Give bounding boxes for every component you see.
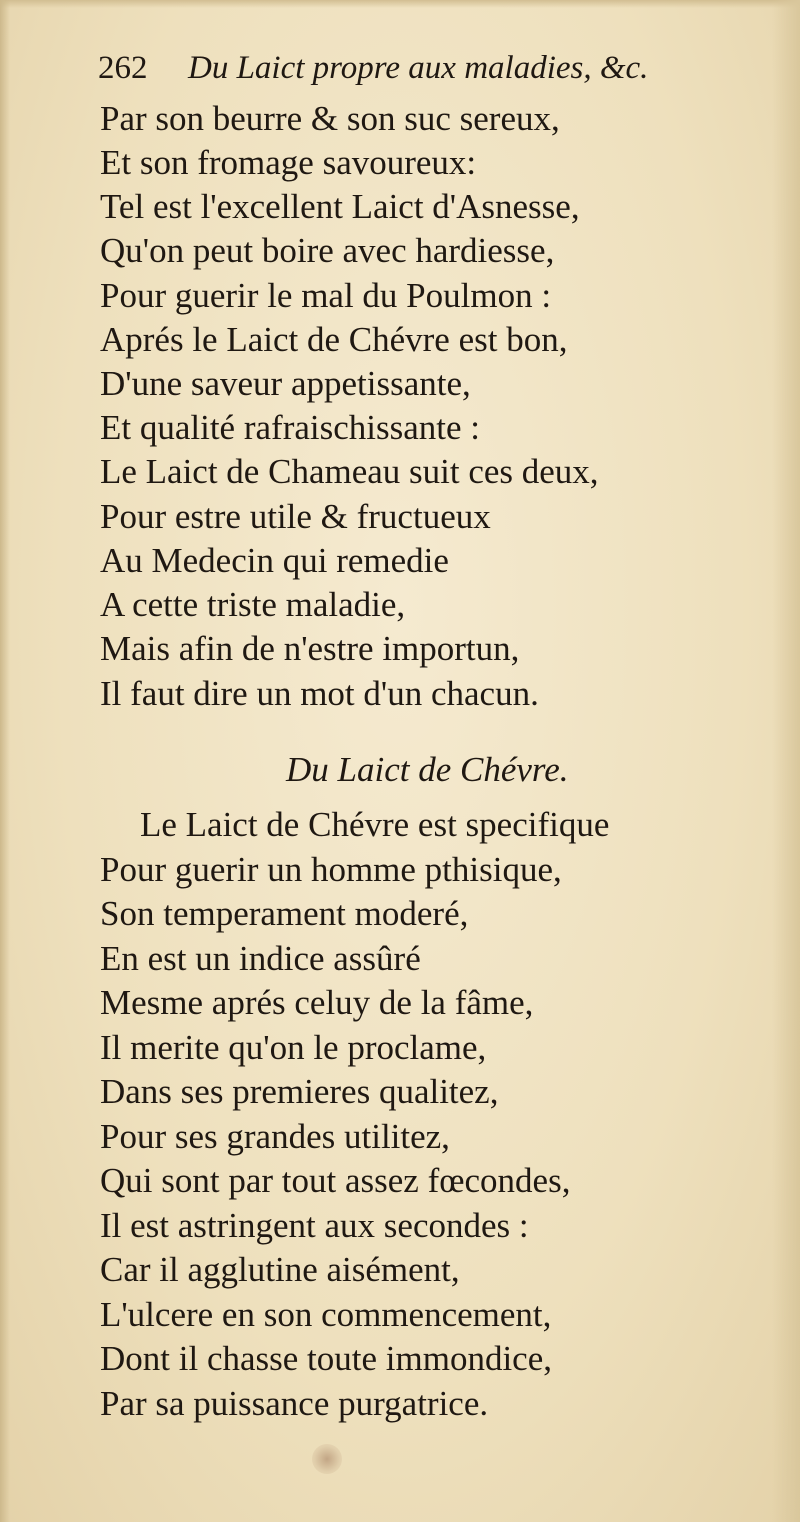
- verse-line: Le Laict de Chameau suit ces deux,: [100, 452, 599, 491]
- verse-line: Mais afin de n'estre importun,: [100, 629, 520, 668]
- verse-line: Il faut dire un mot d'un chacun.: [100, 674, 539, 713]
- ink-blot: [312, 1444, 342, 1474]
- verse-line: Pour estre utile & fructueux: [100, 497, 491, 536]
- verse-line: Et son fromage savoureux:: [100, 143, 477, 182]
- verse-line: Il merite qu'on le proclame,: [100, 1028, 487, 1067]
- verse-line: Son temperament moderé,: [100, 894, 469, 933]
- verse-line: Car il agglutine aisément,: [100, 1250, 460, 1289]
- verse-line: Qu'on peut boire avec hardiesse,: [100, 231, 555, 270]
- verse-line: Au Medecin qui remedie: [100, 541, 449, 580]
- verse-line: Pour ses grandes utilitez,: [100, 1117, 450, 1156]
- running-title: Du Laict propre aux maladies, &c.: [188, 50, 649, 86]
- verse-line: Qui sont par tout assez fœcondes,: [100, 1161, 571, 1200]
- verse-line: Tel est l'excellent Laict d'Asnesse,: [100, 187, 580, 226]
- page-edge-top: [0, 0, 800, 8]
- verse-line: Dont il chasse toute immondice,: [100, 1339, 552, 1378]
- section-heading: Du Laict de Chévre.: [286, 750, 569, 789]
- verse-line: A cette triste maladie,: [100, 585, 406, 624]
- verse-line: Dans ses premieres qualitez,: [100, 1072, 499, 1111]
- verse-line: En est un indice assûré: [100, 939, 421, 978]
- verse-line: Pour guerir un homme pthisique,: [100, 850, 562, 889]
- verse-line: Et qualité rafraischissante :: [100, 408, 480, 447]
- verse-line: Aprés le Laict de Chévre est bon,: [100, 320, 568, 359]
- verse-line: L'ulcere en son commencement,: [100, 1295, 552, 1334]
- verse-line: Par son beurre & son suc sereux,: [100, 99, 560, 138]
- page-edge-left: [0, 0, 10, 1522]
- verse-line: Le Laict de Chévre est specifique: [140, 805, 610, 844]
- verse-line: Mesme aprés celuy de la fâme,: [100, 983, 534, 1022]
- verse-line: D'une saveur appetissante,: [100, 364, 471, 403]
- page-number: 262: [98, 50, 148, 86]
- verse-line: Pour guerir le mal du Poulmon :: [100, 276, 552, 315]
- verse-line: Par sa puissance purgatrice.: [100, 1384, 489, 1423]
- running-head: [98, 46, 778, 90]
- verse-line: Il est astringent aux secondes :: [100, 1206, 529, 1245]
